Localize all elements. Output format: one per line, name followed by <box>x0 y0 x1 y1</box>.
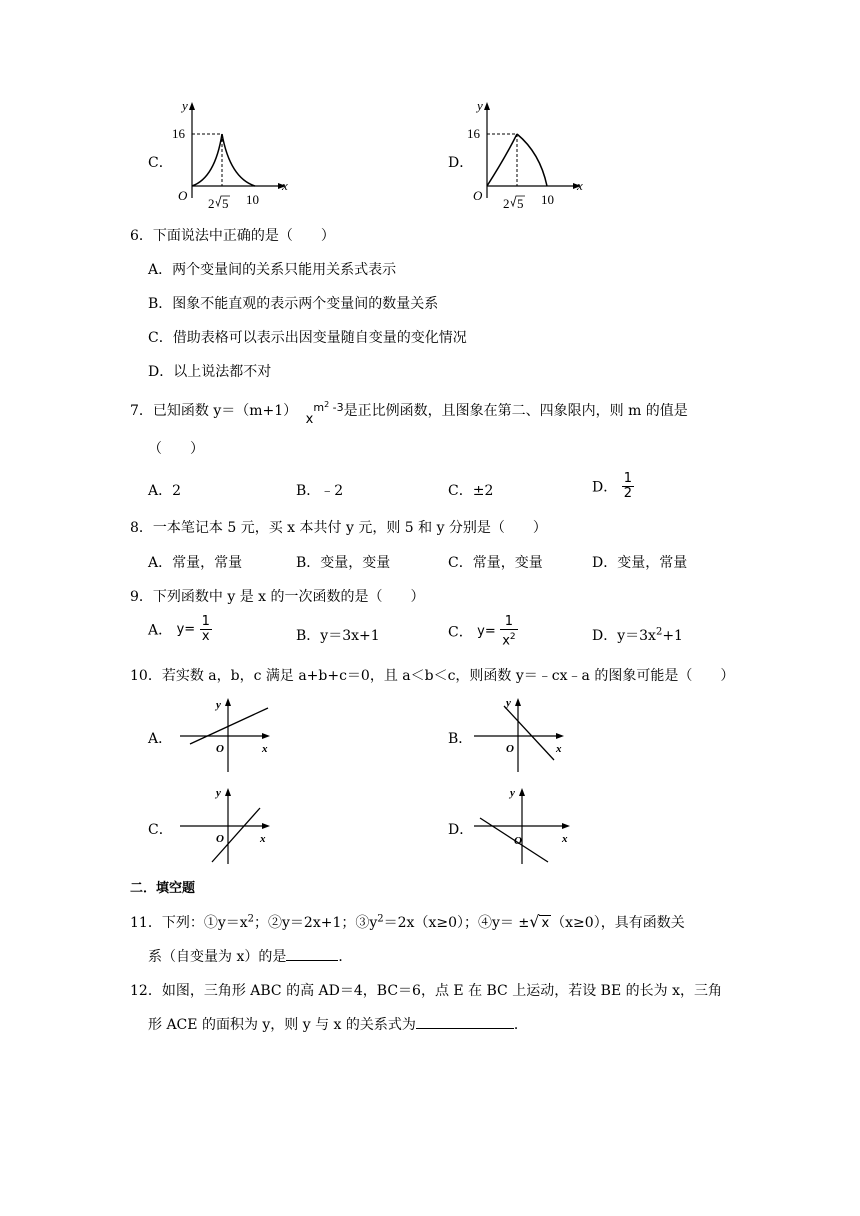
q7-stem-paren: （ ） <box>148 441 204 457</box>
q5d-x-axis-label: x <box>577 178 583 193</box>
q10-option-c-graph <box>176 784 276 866</box>
q10c-origin-label: O <box>216 833 224 845</box>
q10a-y-axis-label: y <box>216 699 221 711</box>
q8-option-d: D．变量，常量 <box>592 555 688 571</box>
q5-option-c-label: C． <box>148 155 173 171</box>
q9-option-a-fraction: $\frac{1}{x}$ <box>201 614 210 644</box>
q5d-end-x-label: 10 <box>541 192 554 207</box>
q11-answer-blank[interactable] <box>286 960 338 961</box>
q5c-peak-x-root: 5 <box>222 196 229 211</box>
q7-option-b: B．﹣2 <box>296 483 344 499</box>
q6-option-d: D．以上说法都不对 <box>148 364 272 380</box>
q10a-origin-label: O <box>216 743 224 755</box>
q12-answer-blank[interactable] <box>416 1028 514 1029</box>
q5c-peak-x-label: 2 <box>208 196 215 211</box>
q5-option-c-graph <box>170 98 300 216</box>
q10-option-d-graph <box>470 784 580 866</box>
q9-option-d: D．$y=3x^2+1$ <box>592 626 683 644</box>
q5c-x-axis-label: x <box>282 178 288 193</box>
q12-line1: 12．如图，三角形 ABC 的高 AD＝4，BC＝6，点 E 在 BC 上运动，若设 BE 的长为 x，三角 <box>130 983 722 999</box>
q7-option-d-fraction: $\frac{1}{2}$ <box>623 471 632 501</box>
q7-option-a: A．2 <box>148 483 182 499</box>
q5d-peak-value-label: 16 <box>467 126 480 141</box>
q9-option-c: C． y= $\frac{1}{x^2}$ <box>448 614 516 649</box>
q8-stem: 8．一本笔记本 5 元，买 x 本共付 y 元，则 5 和 y 分别是（ ） <box>130 520 547 536</box>
q10d-y-axis-label: y <box>510 787 515 799</box>
q5c-y-axis-label: y <box>182 98 188 113</box>
q10c-x-axis-label: x <box>260 833 266 845</box>
q10-option-b-label: B． <box>448 731 473 747</box>
q10-option-d-label: D． <box>448 822 474 838</box>
q10-option-c-label: C． <box>148 822 173 838</box>
q7-stem-line1: 7．已知函数 y＝（m+1） $x^{m^2 -3}$是正比例函数，且图象在第二、四象限内，则 m 的值是 <box>130 400 688 427</box>
q11-plus-minus-sqrt: ±√ x <box>518 912 550 931</box>
q10a-x-axis-label: x <box>262 743 268 755</box>
q5d-origin-label: O <box>473 188 483 203</box>
q12-line2: 形 ACE 的面积为 y，则 y 与 x 的关系式为 ． <box>148 1017 528 1033</box>
q10d-x-axis-label: x <box>562 833 568 845</box>
q11-line2: 系（自变量为 x）的是 ． <box>148 949 353 965</box>
section-2-title: 二．填空题 <box>130 881 196 896</box>
q9-option-c-fraction: $\frac{1}{x^2}$ <box>502 614 516 649</box>
q9-option-b: B．y＝3x+1 <box>296 628 380 644</box>
q10c-y-axis-label: y <box>216 787 221 799</box>
q6-option-a: A．两个变量间的关系只能用关系式表示 <box>148 262 397 278</box>
q9-stem: 9．下列函数中 y 是 x 的一次函数的是（ ） <box>130 589 425 605</box>
q5d-peak-x-label: 2 <box>503 196 510 211</box>
q10b-origin-label: O <box>506 743 514 755</box>
q5-option-d-graph <box>465 98 595 216</box>
q6-option-b: B．图象不能直观的表示两个变量间的数量关系 <box>148 296 439 312</box>
q10-option-b-graph <box>470 694 570 774</box>
q9-option-a: A． y= $\frac{1}{x}$ <box>148 614 210 644</box>
q10b-x-axis-label: x <box>556 743 562 755</box>
q8-option-b: B．变量，变量 <box>296 555 391 571</box>
q7-power-base: x <box>305 412 314 427</box>
q10-stem: 10．若实数 a，b，c 满足 a+b+c＝0，且 a＜b＜c，则函数 y＝﹣cx﹣a 的图象可能是（ ） <box>130 668 735 684</box>
q7-option-d: D． $\frac{1}{2}$ <box>592 471 632 501</box>
q11-line1: 11．下列：$①y=x^2$；②y＝2x+1；$③y^2=2x(x\ge 0)$；④y＝ ±√ x （x≥0），具有函数关 <box>130 912 685 931</box>
q5d-peak-x-root: 5 <box>517 196 524 211</box>
q8-option-c: C．常量，变量 <box>448 555 543 571</box>
q5c-end-x-label: 10 <box>246 192 259 207</box>
q6-option-c: C．借助表格可以表示出因变量随自变量的变化情况 <box>148 330 467 346</box>
q7-option-c: C．±2 <box>448 483 494 499</box>
q5d-y-axis-label: y <box>477 98 483 113</box>
q10d-origin-label: O <box>514 835 522 847</box>
q6-stem: 6．下面说法中正确的是（ ） <box>130 228 335 244</box>
q7-power-exponent: m2 -3 <box>313 400 344 414</box>
q5-option-d-label: D． <box>448 155 474 171</box>
q5c-peak-value-label: 16 <box>172 126 185 141</box>
q5c-origin-label: O <box>178 188 188 203</box>
q10-option-a-label: A． <box>148 731 173 747</box>
q8-option-a: A．常量，常量 <box>148 555 243 571</box>
q10b-y-axis-label: y <box>506 697 511 709</box>
q10-option-a-graph <box>176 694 276 774</box>
